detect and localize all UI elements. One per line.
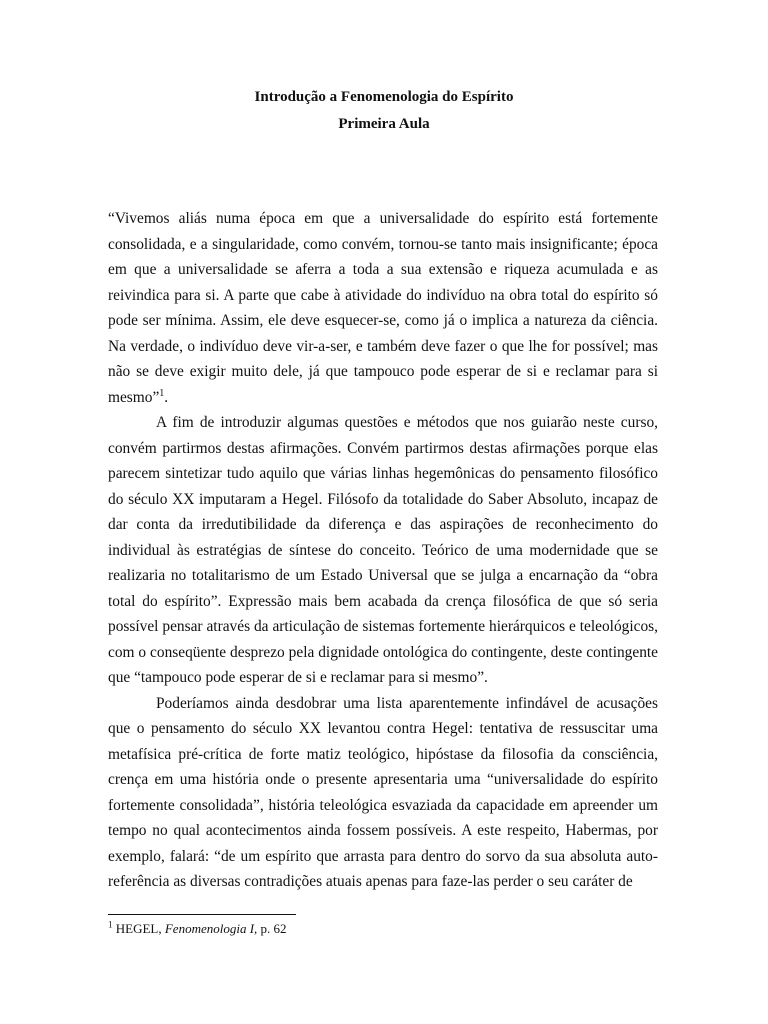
footnote-number: 1 (108, 919, 113, 930)
footnote-author: HEGEL, (115, 921, 162, 936)
paragraph-quote-text: “Vivemos aliás numa época em que a universalidade do espírito está fortemente consolidada, e a singularidade, como convém, tornou-se tanto mais insignificante; época em que a universalidade se aferra a toda a sua extensão e riqueza acumulada e as reivindica para si. A parte que cabe à atividade do indivíduo na obra total do espírito só pode ser mínima. Assim, ele deve esquecer-se, como já o implica a natureza da ciência. Na verdade, o indivíduo deve vir-a-ser, e também deve fazer o que lhe for possível; mas não se deve exigir muito dele, já que tampouco pode esperar de si e reclamar para si mesmo” (108, 210, 658, 406)
body-text (108, 206, 658, 895)
paragraph-3: Poderíamos ainda desdobrar uma lista aparentemente infindável de acusações que o pensamento do século XX levantou contra Hegel: tentativa de ressuscitar uma metafísica pré-crítica de forte matiz teológico, hipóstase da filosofia da consciência, crença em uma história onde o presente apresentaria uma “universalidade do espírito fortemente consolidada”, história teleológica esvaziada da capacidade em apreender um tempo no qual acontecimentos ainda fossem possíveis. A este respeito, Habermas, por exemplo, falará: “de um espírito que arrasta para dentro do sorvo da sua absoluta auto-referência as diversas contradições atuais apenas para faze-las perder o seu caráter de (108, 694, 658, 890)
footnote (108, 920, 287, 938)
document-title: Introdução a Fenomenologia do Espírito (254, 89, 514, 105)
footnote-reference: 1 (159, 387, 165, 399)
paragraph-quote-end: . (164, 388, 169, 406)
document-subtitle: Primeira Aula (338, 116, 430, 132)
footnote-divider (108, 914, 296, 915)
footnote-page: p. 62 (260, 921, 287, 936)
paragraph-quote (108, 206, 658, 410)
paragraph-2: A fim de introduzir algumas questões e métodos que nos guiarão neste curso, convém partirmos destas afirmações. Convém partirmos destas afirmações porque elas parecem sintetizar tudo aquilo que várias linhas hegemônicas do pensamento filosófico do século XX imputaram a Hegel. Filósofo da totalidade do Saber Absoluto, incapaz de dar conta da irredutibilidade da diferença e das aspirações de reconhecimento do individual às estratégias de síntese do conceito. Teórico de uma modernidade que se realizaria no totalitarismo de um Estado Universal que se julga a encarnação da “obra total do espírito”. Expressão mais bem acabada da crença filosófica de que só seria possível pensar através da articulação de sistemas fortemente hierárquicos e teleológicos, com o conseqüente desprezo pela dignidade ontológica do contingente, deste contingente que “tampouco pode esperar de si e reclamar para si mesmo”. (108, 414, 658, 686)
footnote-work: Fenomenologia I, (164, 921, 258, 936)
